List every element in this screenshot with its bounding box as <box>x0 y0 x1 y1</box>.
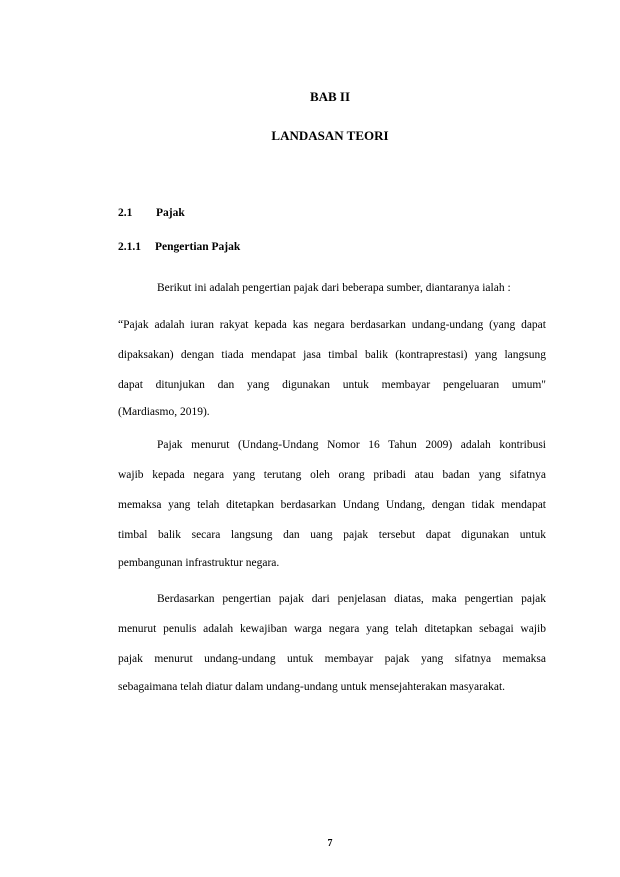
chapter-label: BAB II <box>309 89 351 104</box>
quote-line: dipaksakan) dengan tiada mendapat jasa timbal balik (kontraprestasi) yang langsung <box>118 349 546 361</box>
paragraph-line: memaksa yang telah ditetapkan berdasarkan Undang Undang, dengan tidak mendapat <box>118 499 546 511</box>
paragraph-line: sebagaimana telah diatur dalam undang-undang untuk mensejahterakan masyarakat. <box>118 681 506 693</box>
paragraph-line: Berdasarkan pengertian pajak dari penjelasan diatas, maka pengertian pajak <box>157 593 546 605</box>
subsection-heading <box>118 241 240 253</box>
section-title: Pajak <box>156 207 185 219</box>
intro-line: Berikut ini adalah pengertian pajak dari beberapa sumber, diantaranya ialah : <box>157 282 511 294</box>
paragraph-line: wajib kepada negara yang terutang oleh orang pribadi atau badan yang sifatnya <box>118 469 546 481</box>
chapter-title: LANDASAN TEORI <box>271 128 389 143</box>
paragraph-line: menurut penulis adalah kewajiban warga negara yang telah ditetapkan sebagai wajib <box>118 623 546 635</box>
page-number: 7 <box>327 838 333 849</box>
quote-line: dapat ditunjukan dan yang digunakan untuk membayar pengeluaran umum" <box>118 379 546 391</box>
section-number: 2.1 <box>118 207 133 219</box>
paragraph-line: Pajak menurut (Undang-Undang Nomor 16 Tahun 2009) adalah kontribusi <box>157 439 546 451</box>
subsection-number: 2.1.1 <box>118 241 141 253</box>
paragraph-line: pembangunan infrastruktur negara. <box>118 557 280 569</box>
quote-line: “Pajak adalah iuran rakyat kepada kas negara berdasarkan undang-undang (yang dapat <box>118 319 546 331</box>
section-heading <box>118 207 185 219</box>
paragraph-line: pajak menurut undang-undang untuk membayar pajak yang sifatnya memaksa <box>118 653 546 665</box>
quote-line: (Mardiasmo, 2019). <box>118 406 210 418</box>
subsection-title: Pengertian Pajak <box>155 241 241 253</box>
paragraph-line: timbal balik secara langsung dan uang pajak tersebut dapat digunakan untuk <box>118 529 546 541</box>
